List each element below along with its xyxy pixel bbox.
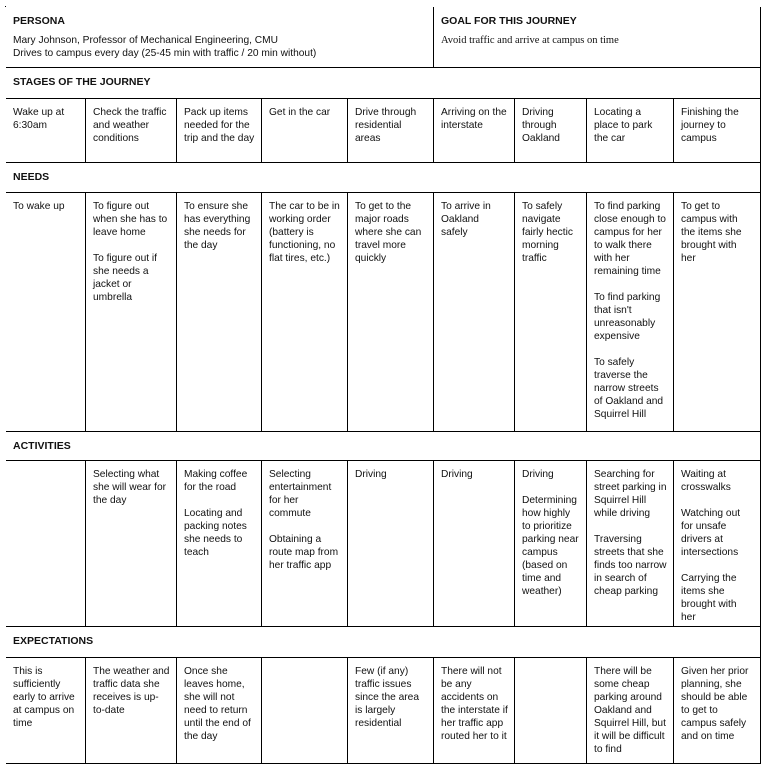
stages-cell-7 xyxy=(515,99,587,163)
needs-entry: To wake up xyxy=(13,201,65,212)
needs-entry: To safely traverse the narrow streets of Oakland and Squirrel Hill xyxy=(594,357,664,420)
stage-label: Get in the car xyxy=(269,107,331,118)
needs-entry: To find parking close enough to campus for her to walk there with her remaining time xyxy=(594,201,666,277)
activities-entry: Selecting entertainment for her commute xyxy=(269,469,332,519)
stage-label: Driving through Oakland xyxy=(522,107,560,144)
activities-entry: Watching out for unsafe drivers at intersections xyxy=(681,508,741,558)
stages-cell-2 xyxy=(86,99,177,163)
stage-label: Drive through residential areas xyxy=(355,107,417,144)
activities-entry: Driving xyxy=(355,469,387,480)
goal-heading: GOAL FOR THIS JOURNEY xyxy=(441,15,577,27)
activities-entry: Locating and packing notes she needs to teach xyxy=(184,508,247,558)
expectations-entry: Given her prior planning, she should be able to get to campus safely and on time xyxy=(681,666,749,742)
persona-cell xyxy=(6,7,434,68)
activities-cell-2 xyxy=(86,461,177,627)
expectations-entry: Once she leaves home, she will not need to return until the end of the day xyxy=(184,666,251,742)
stages-cell-8 xyxy=(587,99,674,163)
expectations-entry: There will be some cheap parking around Oakland and Squirrel Hill, but it will be difficult to find xyxy=(594,666,666,755)
stages-cell-4 xyxy=(262,99,348,163)
expectations-cell-1 xyxy=(6,658,86,764)
activities-entry: Obtaining a route map from her traffic app xyxy=(269,534,339,571)
activities-entry: Traversing streets that she finds too narrow in search of cheap parking xyxy=(594,534,667,597)
stages-cell-1 xyxy=(6,99,86,163)
expectations-cell-5 xyxy=(348,658,434,764)
activities-cell-3 xyxy=(177,461,262,627)
needs-entry: To get to the major roads where she can travel more quickly xyxy=(355,201,422,264)
needs-entry: To figure out when she has to leave home xyxy=(93,201,168,238)
stages-cell-6 xyxy=(434,99,515,163)
activities-entry: Driving xyxy=(441,469,473,480)
needs-heading: NEEDS xyxy=(6,163,761,193)
persona-heading: PERSONA xyxy=(13,15,65,27)
goal-cell xyxy=(434,7,761,68)
needs-cell-6 xyxy=(434,193,515,432)
needs-entry: To ensure she has everything she needs for the day xyxy=(184,201,251,251)
stage-label: Locating a place to park the car xyxy=(594,107,653,144)
stages-cell-3 xyxy=(177,99,262,163)
activities-cell-8 xyxy=(587,461,674,627)
expectations-cell-8 xyxy=(587,658,674,764)
activities-entry: Determining how highly to prioritize parking near campus (based on time and weather) xyxy=(522,495,579,597)
activities-heading: ACTIVITIES xyxy=(6,432,761,461)
expectations-cell-7 xyxy=(515,658,587,764)
activities-entry: Carrying the items she brought with her xyxy=(681,573,737,623)
expectations-entry: There will not be any accidents on the interstate if her traffic app routed her to it xyxy=(441,666,508,742)
activities-cell-5 xyxy=(348,461,434,627)
stages-heading: STAGES OF THE JOURNEY xyxy=(6,68,761,99)
activities-entry: Making coffee for the road xyxy=(184,469,248,493)
needs-entry: To safely navigate fairly hectic morning traffic xyxy=(522,201,573,264)
expectations-heading: EXPECTATIONS xyxy=(6,627,761,658)
needs-cell-2 xyxy=(86,193,177,432)
activities-entry: Driving xyxy=(522,469,554,480)
persona-commute: Drives to campus every day (25-45 min with traffic / 20 min without) xyxy=(13,48,317,59)
stage-label: Finishing the journey to campus xyxy=(681,107,739,144)
stages-cell-5 xyxy=(348,99,434,163)
needs-cell-8 xyxy=(587,193,674,432)
stage-label: Arriving on the interstate xyxy=(441,107,507,131)
activities-cell-9 xyxy=(674,461,761,627)
needs-entry: To figure out if she needs a jacket or umbrella xyxy=(93,253,157,303)
needs-entry: To get to campus with the items she brought with her xyxy=(681,201,742,264)
expectations-entry: The weather and traffic data she receives is up-to-date xyxy=(93,666,170,716)
expectations-cell-2 xyxy=(86,658,177,764)
needs-entry: The car to be in working order (battery is functioning, no flat tires, etc.) xyxy=(269,201,340,264)
expectations-cell-4 xyxy=(262,658,348,764)
expectations-cell-3 xyxy=(177,658,262,764)
stage-label: Wake up at 6:30am xyxy=(13,107,65,131)
goal-text: Avoid traffic and arrive at campus on time xyxy=(441,35,619,46)
activities-cell-6 xyxy=(434,461,515,627)
stages-cell-9 xyxy=(674,99,761,163)
activities-entry: Searching for street parking in Squirrel Hill while driving xyxy=(594,469,667,519)
activities-entry: Selecting what she will wear for the day xyxy=(93,469,167,506)
persona-name: Mary Johnson, Professor of Mechanical Engineering, CMU xyxy=(13,35,278,46)
expectations-cell-9 xyxy=(674,658,761,764)
needs-cell-9 xyxy=(674,193,761,432)
needs-cell-7 xyxy=(515,193,587,432)
needs-cell-5 xyxy=(348,193,434,432)
expectations-cell-6 xyxy=(434,658,515,764)
needs-cell-1 xyxy=(6,193,86,432)
stage-label: Check the traffic and weather conditions xyxy=(93,107,167,144)
needs-cell-3 xyxy=(177,193,262,432)
expectations-entry: This is sufficiently early to arrive at campus on time xyxy=(13,666,75,729)
activities-cell-1 xyxy=(6,461,86,627)
journey-table xyxy=(5,6,749,755)
activities-entry: Waiting at crosswalks xyxy=(681,469,731,493)
activities-cell-7 xyxy=(515,461,587,627)
needs-cell-4 xyxy=(262,193,348,432)
stage-label: Pack up items needed for the trip and the day xyxy=(184,107,255,144)
expectations-entry: Few (if any) traffic issues since the area is largely residential xyxy=(355,666,419,729)
needs-entry: To find parking that isn't unreasonably expensive xyxy=(594,292,661,342)
needs-entry: To arrive in Oakland safely xyxy=(441,201,491,238)
activities-cell-4 xyxy=(262,461,348,627)
